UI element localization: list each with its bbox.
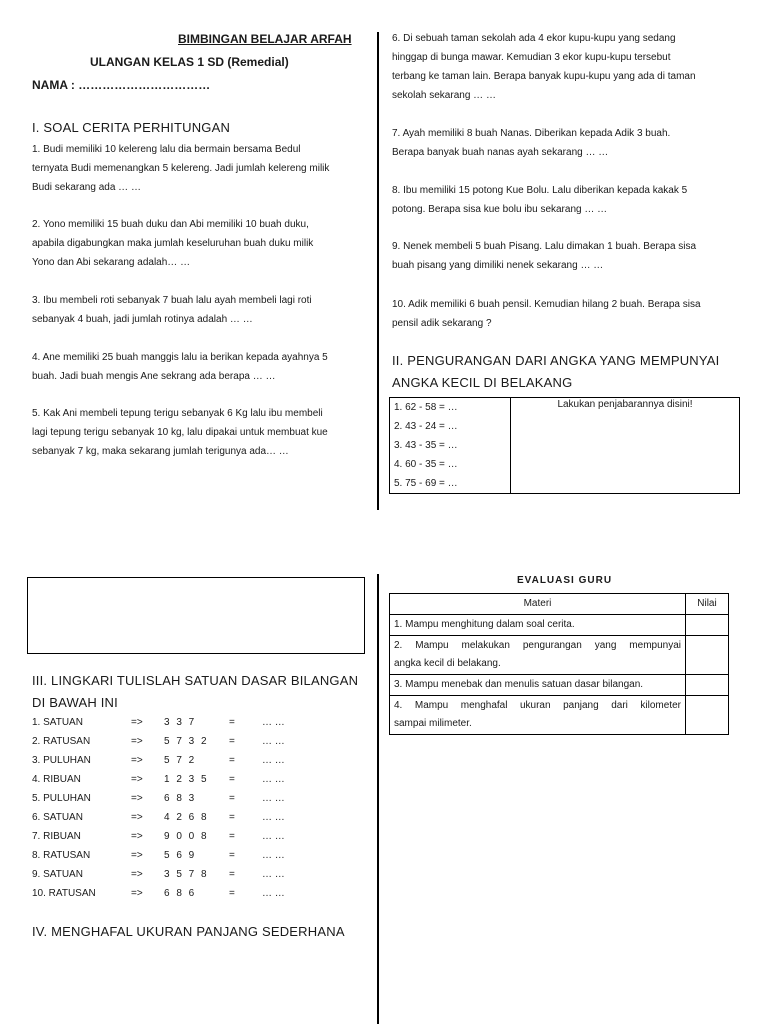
problems-cell — [390, 398, 511, 494]
unit-row-6: 6. SATUAN => 4 2 6 8 = … … — [32, 812, 285, 823]
answer-box[interactable] — [27, 577, 365, 654]
subtraction-table — [389, 397, 740, 494]
unit-row-4: 4. RIBUAN => 1 2 3 5 = … … — [32, 774, 285, 785]
unit-row-10: 10. RATUSAN => 6 8 6 = … … — [32, 888, 285, 899]
name-label: NAMA : …………………………… — [32, 78, 211, 92]
score-cell-3[interactable] — [686, 675, 729, 696]
score-cell-1[interactable] — [686, 615, 729, 636]
question-2: 2. Yono memiliki 15 buah duku dan Abi memiliki 10 buah duku, apabila digabungkan maka jumlah keseluruhan buah duku milik Yono dan Abi sekarang adalah… … — [32, 219, 314, 268]
question-4: 4. Ane memiliki 25 buah manggis lalu ia berikan kepada ayahnya 5 buah. Jadi buah mengis Ane sekrang ada berapa … … — [32, 352, 328, 382]
school-title: BIMBINGAN BELAJAR ARFAH — [178, 32, 352, 46]
problem-2: 2. 43 - 24 = … — [394, 421, 458, 432]
unit-row-3: 3. PULUHAN => 5 7 2 = … … — [32, 755, 285, 766]
problem-3: 3. 43 - 35 = … — [394, 440, 458, 451]
section4-title: IV. MENGHAFAL UKURAN PANJANG SEDERHANA — [32, 924, 345, 939]
problem-5: 5. 75 - 69 = … — [394, 478, 458, 489]
question-6: 6. Di sebuah taman sekolah ada 4 ekor kupu-kupu yang sedang hinggap di bunga mawar. Kemudian 3 ekor kupu-kupu tersebut terbang ke taman lain. Berapa banyak kupu-kupu yang ada di taman sekolah sekarang … … — [392, 33, 696, 101]
evaluation-row-3: 3. Mampu menebak dan menulis satuan dasar bilangan. — [390, 675, 729, 696]
score-cell-4[interactable] — [686, 696, 729, 735]
exam-title: ULANGAN KELAS 1 SD (Remedial) — [90, 55, 289, 69]
unit-row-9: 9. SATUAN => 3 5 7 8 = … … — [32, 869, 285, 880]
unit-row-8: 8. RATUSAN => 5 6 9 = … … — [32, 850, 285, 861]
question-7: 7. Ayah memiliki 8 buah Nanas. Diberikan kepada Adik 3 buah. Berapa banyak buah nanas ayah sekarang … … — [392, 128, 671, 158]
question-1: 1. Budi memiliki 10 kelereng lalu dia bermain bersama Bedul ternyata Budi memenangkan 5 kelereng. Jadi jumlah kelereng milik Budi sekarang ada … … — [32, 144, 330, 193]
score-cell-2[interactable] — [686, 636, 729, 675]
section2-title: II. PENGURANGAN DARI ANGKA YANG MEMPUNYAI ANGKA KECIL DI BELAKANG — [392, 353, 720, 390]
work-area[interactable] — [511, 398, 740, 494]
section1-title: I. SOAL CERITA PERHITUNGAN — [32, 120, 231, 135]
unit-row-2: 2. RATUSAN => 5 7 3 2 = … … — [32, 736, 285, 747]
unit-row-5: 5. PULUHAN => 6 8 3 = … … — [32, 793, 285, 804]
section3-title: III. LINGKARI TULISLAH SATUAN DASAR BILANGAN DI BAWAH INI — [32, 673, 359, 710]
problem-1: 1. 62 - 58 = … — [394, 402, 458, 413]
evaluation-row-2: 2. Mampu melakukan pengurangan yang mempunyai angka kecil di belakang. — [390, 636, 729, 675]
question-10: 10. Adik memiliki 6 buah pensil. Kemudian hilang 2 buah. Berapa sisa pensil adik sekarang ? — [392, 299, 701, 329]
column-divider-bottom — [377, 574, 379, 1024]
evaluation-title: EVALUASI GURU — [517, 575, 613, 586]
work-label: Lakukan penjabarannya disini! — [557, 399, 693, 410]
question-3: 3. Ibu membeli roti sebanyak 7 buah lalu ayah membeli lagi roti sebanyak 4 buah, jadi jumlah rotinya adalah … … — [32, 295, 312, 325]
materi-header: Materi — [390, 594, 686, 615]
unit-row-7: 7. RIBUAN => 9 0 0 8 = … … — [32, 831, 285, 842]
column-divider-top — [377, 32, 379, 510]
question-8: 8. Ibu memiliki 15 potong Kue Bolu. Lalu diberikan kepada kakak 5 potong. Berapa sisa kue bolu ibu sekarang … … — [392, 185, 688, 215]
evaluation-row-4: 4. Mampu menghafal ukuran panjang dari kilometer sampai milimeter. — [390, 696, 729, 735]
question-9: 9. Nenek membeli 5 buah Pisang. Lalu dimakan 1 buah. Berapa sisa buah pisang yang dimiliki nenek sekarang … … — [392, 241, 697, 271]
nilai-header: Nilai — [686, 594, 729, 615]
evaluation-row-1: 1. Mampu menghitung dalam soal cerita. — [390, 615, 729, 636]
problem-4: 4. 60 - 35 = … — [394, 459, 458, 470]
evaluation-table — [389, 593, 729, 735]
question-5: 5. Kak Ani membeli tepung terigu sebanyak 6 Kg lalu ibu membeli lagi tepung terigu sebanyak 10 kg, lalu dipakai untuk membuat kue sebanyak 7 kg, maka sekarang jumlah terigunya ada… … — [32, 408, 328, 457]
unit-row-1: 1. SATUAN => 3 3 7 = … … — [32, 717, 285, 728]
